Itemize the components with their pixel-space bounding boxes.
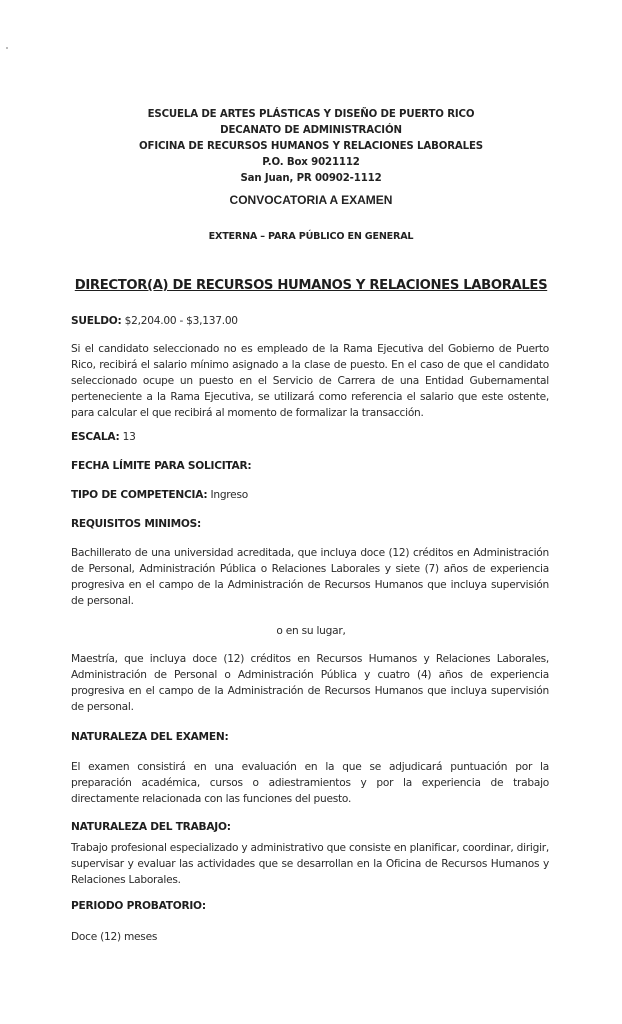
work-nature-text: Trabajo profesional especializado y administrativo que consiste en planificar, coordinar, dirigir, supervisar y evaluar las actividades que se desarrollan en la Oficina de Recursos Humanos y Relaciones Laborales. xyxy=(71,842,550,886)
competition-value: Ingreso xyxy=(210,489,248,501)
work-nature-label: NATURALEZA DEL TRABAJO xyxy=(71,821,227,833)
requirement-separator: o en su lugar, xyxy=(276,625,346,637)
scale-line: ESCALA: 13 xyxy=(71,431,136,443)
salary-label: SUELDO xyxy=(71,315,118,327)
city-address: San Juan, PR 00902-1112 xyxy=(240,173,382,184)
exam-nature-text: El examen consistirá en una evaluación en la que se adjudicará puntuación por la preparación académica, cursos o adiestramientos y por la experiencia de trabajo directamente relacionada con las funciones del puesto. xyxy=(71,761,549,805)
salary-line: SUELDO: $2,204.00 - $3,137.00 xyxy=(71,315,238,327)
deanship-name: DECANATO DE ADMINISTRACIÓN xyxy=(220,125,402,136)
requirement-option-1: Bachillerato de una universidad acreditada, que incluya doce (12) créditos en Administración de Personal, Administración Pública o Relaciones Laborales y siete (7) años de experiencia progresiva en el campo de la Administración de Recursos Humanos que incluya supervisión de personal. xyxy=(71,547,549,607)
exam-nature-label: NATURALEZA DEL EXAMEN xyxy=(71,731,225,743)
office-name: OFICINA DE RECURSOS HUMANOS Y RELACIONES LABORALES xyxy=(139,141,483,152)
scan-speck xyxy=(6,47,8,49)
probation-value: Doce (12) meses xyxy=(71,931,158,943)
competition-label: TIPO DE COMPETENCIA xyxy=(71,489,204,501)
work-nature-heading: NATURALEZA DEL TRABAJO: xyxy=(71,821,231,833)
po-box: P.O. Box 9021112 xyxy=(262,157,360,168)
requirements-label: REQUISITOS MINIMOS xyxy=(71,518,198,530)
scale-label: ESCALA xyxy=(71,431,116,443)
salary-note: Si el candidato seleccionado no es empleado de la Rama Ejecutiva del Gobierno de Puerto Rico, recibirá el salario mínimo asignado a la clase de puesto. En el caso de que el candidato seleccionado ocupe un puesto en el Servicio de Carrera de una Entidad Gubernamental perteneciente a la Rama Ejecutiva, se utilizará como referencia el salario que este ostente, para calcular el que recibirá al momento de formalizar la transacción. xyxy=(71,343,549,419)
probation-heading: PERIODO PROBATORIO: xyxy=(71,900,206,912)
salary-value: $2,204.00 - $3,137.00 xyxy=(124,315,238,327)
requirement-option-2: Maestría, que incluya doce (12) créditos en Recursos Humanos y Relaciones Laborales, Administración de Personal o Administración Pública y cuatro (4) años de experiencia progresiva en el campo de la Administración de Recursos Humanos que incluya supervisión de personal. xyxy=(71,653,549,713)
position-title: DIRECTOR(A) DE RECURSOS HUMANOS Y RELACIONES LABORALES xyxy=(74,278,548,293)
deadline-label: FECHA LÍMITE PARA SOLICITAR xyxy=(71,460,248,472)
deadline-line: FECHA LÍMITE PARA SOLICITAR: xyxy=(71,460,252,472)
requirements-heading: REQUISITOS MINIMOS: xyxy=(71,518,202,530)
institution-name: ESCUELA DE ARTES PLÁSTICAS Y DISEÑO DE PUERTO RICO xyxy=(147,109,475,120)
probation-label: PERIODO PROBATORIO xyxy=(71,900,202,912)
audience-heading: EXTERNA – PARA PÚBLICO EN GENERAL xyxy=(208,231,414,242)
exam-nature-heading: NATURALEZA DEL EXAMEN: xyxy=(71,731,229,743)
announcement-heading: CONVOCATORIA A EXAMEN xyxy=(229,193,393,207)
scale-value: 13 xyxy=(122,431,136,443)
competition-line: TIPO DE COMPETENCIA: Ingreso xyxy=(71,489,248,501)
